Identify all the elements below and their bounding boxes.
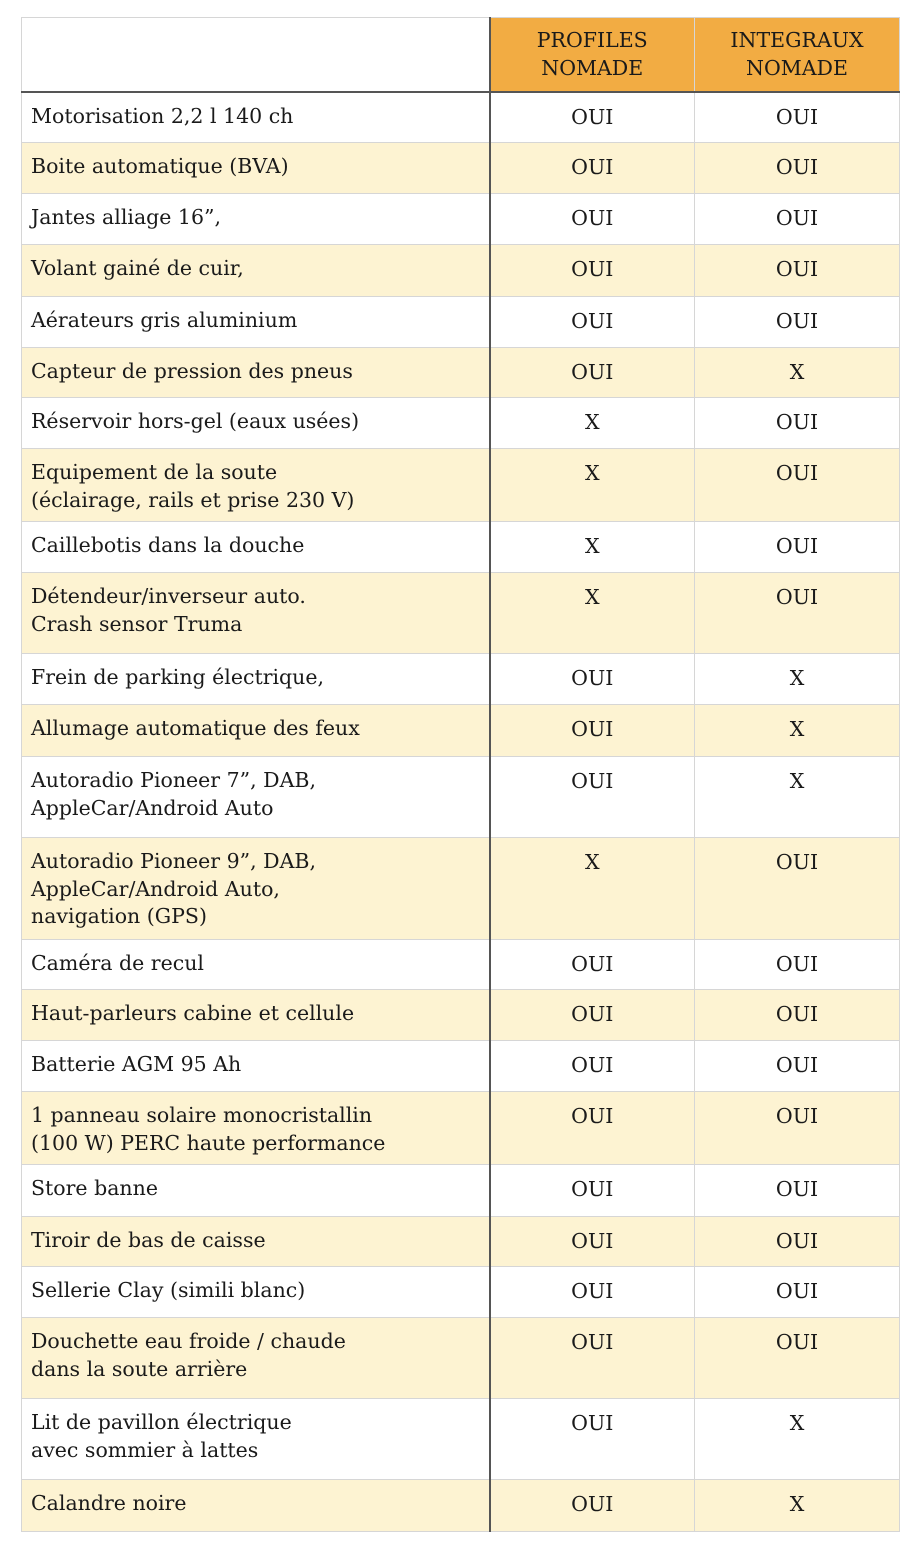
- equipment-label-cell: [22, 297, 490, 348]
- table-row: [22, 1217, 900, 1267]
- header-profiles-nomade: [490, 18, 695, 92]
- profiles-nomade-value: X: [490, 398, 695, 449]
- integraux-nomade-value: X: [695, 348, 900, 398]
- equipment-label-line: Caillebotis dans la douche: [31, 533, 305, 557]
- profiles-nomade-value: OUI: [490, 1267, 695, 1318]
- equipment-label-cell: [22, 1480, 490, 1532]
- equipment-label-line: Crash sensor Truma: [31, 611, 243, 636]
- table-row: [22, 990, 900, 1041]
- profiles-nomade-value: OUI: [490, 1318, 695, 1399]
- table-row: [22, 838, 900, 940]
- profiles-nomade-value: OUI: [490, 1041, 695, 1092]
- equipment-label-line: AppleCar/Android Auto: [31, 795, 274, 820]
- equipment-label-cell: [22, 757, 490, 838]
- equipment-label-cell: [22, 940, 490, 990]
- equipment-label-cell: [22, 1399, 490, 1480]
- integraux-nomade-value: X: [695, 705, 900, 757]
- integraux-nomade-value: X: [695, 1480, 900, 1532]
- equipment-label-cell: [22, 1267, 490, 1318]
- table-row: [22, 143, 900, 194]
- equipment-label-line: Douchette eau froide / chaude: [31, 1329, 346, 1353]
- equipment-label-cell: [22, 449, 490, 522]
- profiles-nomade-value: OUI: [490, 348, 695, 398]
- table-row: [22, 940, 900, 990]
- equipment-label-cell: [22, 990, 490, 1041]
- equipment-label-line: dans la soute arrière: [31, 1356, 248, 1381]
- profiles-nomade-value: OUI: [490, 245, 695, 297]
- equipment-label-cell: [22, 1092, 490, 1165]
- profiles-nomade-value: OUI: [490, 194, 695, 245]
- integraux-nomade-value: OUI: [695, 940, 900, 990]
- profiles-nomade-value: X: [490, 522, 695, 573]
- equipment-label-line: (100 W) PERC haute performance: [31, 1130, 386, 1155]
- integraux-nomade-value: OUI: [695, 92, 900, 143]
- integraux-nomade-value: OUI: [695, 1041, 900, 1092]
- profiles-nomade-value: OUI: [490, 990, 695, 1041]
- equipment-label-line: Allumage automatique des feux: [31, 716, 360, 740]
- table-row: [22, 245, 900, 297]
- integraux-nomade-value: OUI: [695, 398, 900, 449]
- integraux-nomade-value: OUI: [695, 990, 900, 1041]
- equipment-label-cell: [22, 143, 490, 194]
- integraux-nomade-value: OUI: [695, 143, 900, 194]
- integraux-nomade-value: OUI: [695, 297, 900, 348]
- profiles-nomade-value: OUI: [490, 757, 695, 838]
- equipment-label-line: Tiroir de bas de caisse: [31, 1228, 266, 1252]
- table-row: [22, 705, 900, 757]
- equipment-label-line: Sellerie Clay (simili blanc): [31, 1278, 306, 1302]
- equipment-label-line: Autoradio Pioneer 9”, DAB,: [31, 849, 316, 873]
- header-profiles-line-2: NOMADE: [541, 56, 644, 81]
- integraux-nomade-value: OUI: [695, 1092, 900, 1165]
- equipment-label-cell: [22, 1041, 490, 1092]
- equipment-label-line: Haut-parleurs cabine et cellule: [31, 1001, 355, 1025]
- profiles-nomade-value: OUI: [490, 143, 695, 194]
- equipment-label-line: avec sommier à lattes: [31, 1437, 259, 1462]
- table-row: [22, 1092, 900, 1165]
- equipment-label-cell: [22, 1318, 490, 1399]
- profiles-nomade-value: OUI: [490, 705, 695, 757]
- table-row: [22, 194, 900, 245]
- equipment-label-line: 1 panneau solaire monocristallin: [31, 1103, 373, 1127]
- equipment-label-cell: [22, 398, 490, 449]
- equipment-label-line: Lit de pavillon électrique: [31, 1410, 292, 1434]
- profiles-nomade-value: X: [490, 449, 695, 522]
- profiles-nomade-value: OUI: [490, 92, 695, 143]
- equipment-label-cell: [22, 705, 490, 757]
- table-row: [22, 1267, 900, 1318]
- equipment-label-line: Réservoir hors-gel (eaux usées): [31, 409, 360, 433]
- profiles-nomade-value: OUI: [490, 654, 695, 705]
- table-row: [22, 1165, 900, 1217]
- integraux-nomade-value: X: [695, 757, 900, 838]
- table-row: [22, 398, 900, 449]
- table-row: [22, 1041, 900, 1092]
- equipment-label-cell: [22, 245, 490, 297]
- equipment-label-cell: [22, 654, 490, 705]
- integraux-nomade-value: OUI: [695, 838, 900, 940]
- integraux-nomade-value: OUI: [695, 449, 900, 522]
- table-row: [22, 297, 900, 348]
- equipment-label-cell: [22, 1217, 490, 1267]
- equipment-label-line: Batterie AGM 95 Ah: [31, 1052, 242, 1076]
- table-row: [22, 348, 900, 398]
- equipment-label-line: Boite automatique (BVA): [31, 154, 289, 178]
- table-row: [22, 654, 900, 705]
- equipment-label-line: navigation (GPS): [31, 904, 207, 928]
- equipment-label-cell: [22, 522, 490, 573]
- profiles-nomade-value: OUI: [490, 1480, 695, 1532]
- table-row: [22, 1480, 900, 1532]
- table-header: [22, 18, 900, 92]
- header-row: [22, 18, 900, 92]
- equipment-label-cell: [22, 573, 490, 654]
- profiles-nomade-value: OUI: [490, 1092, 695, 1165]
- equipment-label-line: Capteur de pression des pneus: [31, 359, 353, 383]
- equipment-label-line: Volant gainé de cuir,: [31, 256, 244, 280]
- equipment-label-cell: [22, 194, 490, 245]
- equipment-label-cell: [22, 838, 490, 940]
- table-row: [22, 92, 900, 143]
- equipment-label-line: Motorisation 2,2 l 140 ch: [31, 103, 294, 128]
- comparison-table: [21, 17, 900, 1532]
- integraux-nomade-value: OUI: [695, 194, 900, 245]
- table-row: [22, 573, 900, 654]
- table-row: [22, 449, 900, 522]
- integraux-nomade-value: X: [695, 1399, 900, 1480]
- equipment-label-line: Equipement de la soute: [31, 460, 278, 484]
- table-row: [22, 1318, 900, 1399]
- integraux-nomade-value: OUI: [695, 1267, 900, 1318]
- equipment-label-line: (éclairage, rails et prise 230 V): [31, 487, 355, 512]
- equipment-label-line: Frein de parking électrique,: [31, 665, 325, 689]
- profiles-nomade-value: OUI: [490, 1399, 695, 1480]
- integraux-nomade-value: OUI: [695, 1217, 900, 1267]
- equipment-label-line: AppleCar/Android Auto,: [31, 876, 280, 901]
- header-profiles-line-1: PROFILES: [536, 28, 648, 53]
- header-integraux-nomade: [695, 18, 900, 92]
- integraux-nomade-value: OUI: [695, 1165, 900, 1217]
- table-body: [22, 92, 900, 1532]
- profiles-nomade-value: X: [490, 573, 695, 654]
- profiles-nomade-value: OUI: [490, 1217, 695, 1267]
- equipment-label-line: Aérateurs gris aluminium: [31, 308, 298, 332]
- header-blank-cell: [22, 18, 490, 92]
- profiles-nomade-value: OUI: [490, 940, 695, 990]
- integraux-nomade-value: OUI: [695, 522, 900, 573]
- equipment-label-line: Calandre noire: [31, 1491, 187, 1515]
- table-row: [22, 757, 900, 838]
- equipment-label-cell: [22, 348, 490, 398]
- equipment-label-cell: [22, 92, 490, 143]
- equipment-label-line: Jantes alliage 16”,: [31, 205, 222, 229]
- equipment-label-line: Détendeur/inverseur auto.: [31, 584, 306, 608]
- profiles-nomade-value: OUI: [490, 297, 695, 348]
- equipment-label-line: Caméra de recul: [31, 951, 204, 975]
- equipment-label-line: Autoradio Pioneer 7”, DAB,: [31, 768, 316, 792]
- header-integraux-line-2: NOMADE: [746, 56, 848, 81]
- integraux-nomade-value: OUI: [695, 245, 900, 297]
- table-row: [22, 522, 900, 573]
- header-integraux-line-1: INTEGRAUX: [730, 28, 864, 53]
- integraux-nomade-value: X: [695, 654, 900, 705]
- table-row: [22, 1399, 900, 1480]
- profiles-nomade-value: X: [490, 838, 695, 940]
- equipment-label-line: Store banne: [31, 1176, 158, 1200]
- integraux-nomade-value: OUI: [695, 573, 900, 654]
- equipment-label-cell: [22, 1165, 490, 1217]
- integraux-nomade-value: OUI: [695, 1318, 900, 1399]
- profiles-nomade-value: OUI: [490, 1165, 695, 1217]
